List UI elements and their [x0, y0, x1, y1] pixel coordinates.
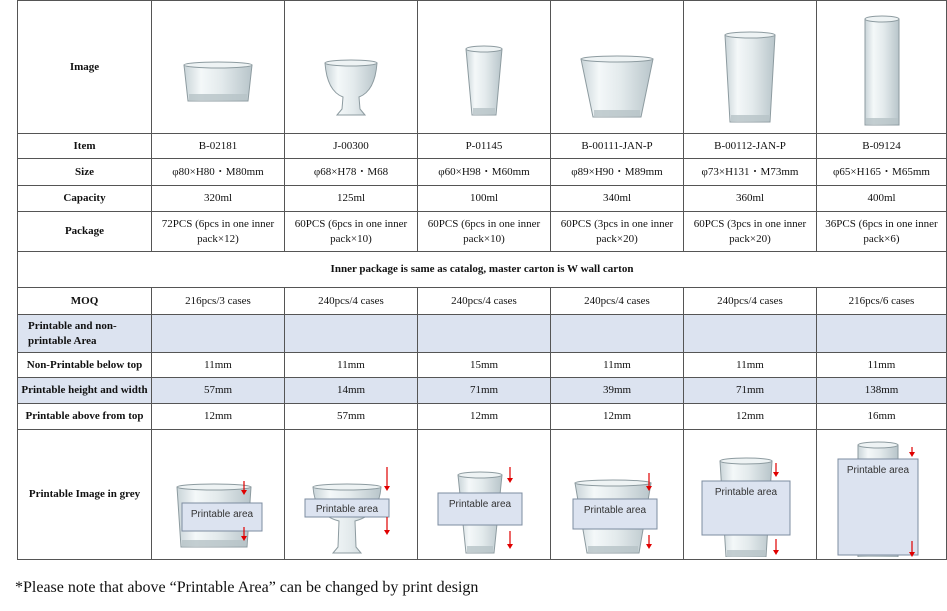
arrow-head	[507, 544, 513, 549]
printable-tumbler-icon	[158, 433, 278, 557]
printable-image-cell	[152, 430, 285, 560]
printable-above-value: 16mm	[817, 404, 947, 430]
size-value: φ68×H78・M68	[285, 159, 418, 186]
product-image-cell	[817, 1, 947, 134]
wide-tumbler-icon	[557, 7, 677, 127]
non-printable-value: 11mm	[152, 353, 285, 378]
row-label-capacity: Capacity	[18, 186, 152, 212]
row-label-non-printable: Non-Printable below top	[18, 353, 152, 378]
product-image-cell	[551, 1, 684, 134]
printable-image-cell	[418, 430, 551, 560]
item-code: B-09124	[817, 134, 947, 159]
printable-wide-tumbler-icon	[557, 433, 677, 557]
highball-glass-icon	[822, 7, 942, 127]
printable-area-header: Printable and non-printable Area	[18, 315, 152, 353]
printable-above-value: 57mm	[285, 404, 418, 430]
printable-area-label: Printable area	[846, 464, 909, 476]
footnote: *Please note that above “Printable Area” can be changed by print design	[15, 579, 479, 596]
printable-image-cell	[551, 430, 684, 560]
printable-area-label: Printable area	[448, 498, 512, 510]
printable-hw-value: 71mm	[684, 378, 817, 404]
size-value: φ60×H98・M60mm	[418, 159, 551, 186]
arrow-head	[773, 550, 779, 555]
printable-above-value: 12mm	[418, 404, 551, 430]
item-code: B-00112-JAN-P	[684, 134, 817, 159]
arrow-head	[384, 530, 390, 535]
section-header-row	[18, 315, 947, 353]
printable-hw-value: 57mm	[152, 378, 285, 404]
moq-value: 216pcs/6 cases	[817, 288, 947, 315]
row-label-printable-hw: Printable height and width	[18, 378, 152, 404]
notice-row	[18, 252, 947, 288]
printable-hw-value: 14mm	[285, 378, 418, 404]
printable-hw-row	[18, 378, 947, 404]
printable-area-label: Printable area	[583, 504, 647, 516]
size-value: φ80×H80・M80mm	[152, 159, 285, 186]
package-value: 36PCS (6pcs in one inner pack×6)	[817, 212, 947, 252]
printable-hw-value: 71mm	[418, 378, 551, 404]
arrow-head	[773, 472, 779, 477]
printable-hw-value: 39mm	[551, 378, 684, 404]
non-printable-value: 11mm	[551, 353, 684, 378]
moq-value: 240pcs/4 cases	[285, 288, 418, 315]
printable-area-label: Printable area	[714, 486, 778, 498]
printable-footed-glass-icon	[291, 433, 411, 557]
package-value: 72PCS (6pcs in one inner pack×12)	[152, 212, 285, 252]
non-printable-value: 11mm	[684, 353, 817, 378]
capacity-value: 400ml	[817, 186, 947, 212]
arrow-head	[384, 486, 390, 491]
row-label-package: Package	[18, 212, 152, 252]
capacity-value: 360ml	[684, 186, 817, 212]
item-code: J-00300	[285, 134, 418, 159]
header-filler	[152, 315, 285, 353]
printable-image-cell	[285, 430, 418, 560]
package-row	[18, 212, 947, 252]
printable-highball-icon	[822, 433, 942, 557]
package-value: 60PCS (3pcs in one inner pack×20)	[684, 212, 817, 252]
capacity-value: 125ml	[285, 186, 418, 212]
printable-hw-value: 138mm	[817, 378, 947, 404]
row-label-size: Size	[18, 159, 152, 186]
moq-value: 240pcs/4 cases	[418, 288, 551, 315]
package-value: 60PCS (6pcs in one inner pack×10)	[285, 212, 418, 252]
package-value: 60PCS (3pcs in one inner pack×20)	[551, 212, 684, 252]
printable-above-value: 12mm	[152, 404, 285, 430]
printable-shot-glass-icon	[424, 433, 544, 557]
size-row	[18, 159, 947, 186]
carton-notice: Inner package is same as catalog, master carton is W wall carton	[18, 252, 947, 288]
printable-above-value: 12mm	[684, 404, 817, 430]
size-value: φ89×H90・M89mm	[551, 159, 684, 186]
size-value: φ73×H131・M73mm	[684, 159, 817, 186]
capacity-value: 340ml	[551, 186, 684, 212]
image-row	[18, 1, 947, 134]
row-label-item: Item	[18, 134, 152, 159]
printable-image-row	[18, 430, 947, 560]
header-filler	[551, 315, 684, 353]
capacity-row	[18, 186, 947, 212]
header-filler	[684, 315, 817, 353]
shot-glass-icon	[424, 7, 544, 127]
row-label-image: Image	[18, 1, 152, 134]
printable-tall-tumbler-icon	[690, 433, 810, 557]
moq-value: 240pcs/4 cases	[551, 288, 684, 315]
item-code: P-01145	[418, 134, 551, 159]
arrow-head	[909, 452, 915, 457]
row-label-printable-above: Printable above from top	[18, 404, 152, 430]
moq-value: 216pcs/3 cases	[152, 288, 285, 315]
non-printable-value: 11mm	[817, 353, 947, 378]
row-label-moq: MOQ	[18, 288, 152, 315]
product-image-cell	[152, 1, 285, 134]
moq-value: 240pcs/4 cases	[684, 288, 817, 315]
product-image-cell	[418, 1, 551, 134]
capacity-value: 100ml	[418, 186, 551, 212]
spec-table	[17, 0, 947, 560]
item-code: B-02181	[152, 134, 285, 159]
header-filler	[418, 315, 551, 353]
printable-above-value: 12mm	[551, 404, 684, 430]
product-image-cell	[285, 1, 418, 134]
arrow-head	[646, 544, 652, 549]
size-value: φ65×H165・M65mm	[817, 159, 947, 186]
arrow-head	[507, 478, 513, 483]
row-label-printable-image: Printable Image in grey	[18, 430, 152, 560]
printable-image-cell	[684, 430, 817, 560]
moq-row	[18, 288, 947, 315]
printable-above-row	[18, 404, 947, 430]
non-printable-value: 11mm	[285, 353, 418, 378]
header-filler	[817, 315, 947, 353]
item-code: B-00111-JAN-P	[551, 134, 684, 159]
item-row	[18, 134, 947, 159]
header-filler	[285, 315, 418, 353]
product-image-cell	[684, 1, 817, 134]
printable-area-label: Printable area	[190, 508, 254, 520]
printable-image-cell	[817, 430, 947, 560]
non-printable-row	[18, 353, 947, 378]
tall-tumbler-icon	[690, 7, 810, 127]
capacity-value: 320ml	[152, 186, 285, 212]
package-value: 60PCS (6pcs in one inner pack×10)	[418, 212, 551, 252]
non-printable-value: 15mm	[418, 353, 551, 378]
footed-glass-icon	[291, 7, 411, 127]
printable-area-label: Printable area	[315, 503, 379, 515]
tumbler-glass-icon	[158, 7, 278, 127]
